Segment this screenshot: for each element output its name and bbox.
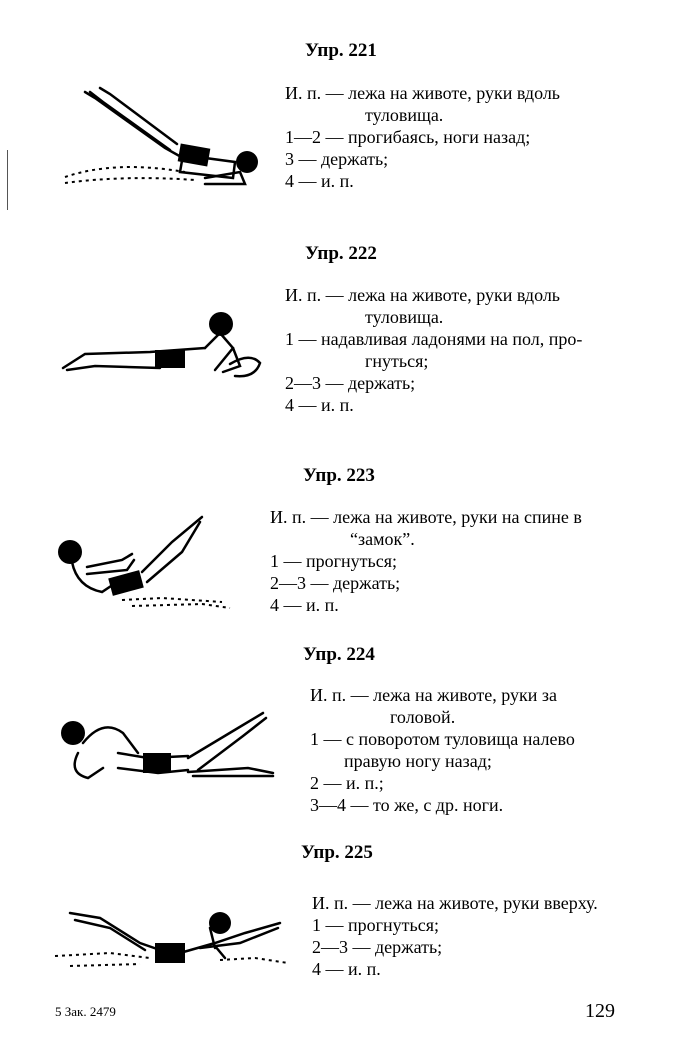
exercise-title-225: Упр. 225 [301,842,373,863]
description-line: правую ногу назад; [344,751,492,771]
description-line: 4 — и. п. [285,395,354,415]
description-line: 1 — надавливая ладонями на пол, про- [285,329,583,349]
description-line: 1—2 — прогибаясь, ноги назад; [285,127,531,147]
description-line: 1 — прогнуться; [312,915,439,935]
description-line: туловища. [365,307,444,327]
print-order-note: 5 Зак. 2479 [55,1004,116,1019]
description-line: 3 — держать; [285,149,389,169]
exercise-title-222: Упр. 222 [305,243,377,264]
description-line: И. п. — лежа на животе, руки на спине в [270,507,582,527]
exercise-description-222 [285,284,625,416]
description-line: И. п. — лежа на животе, руки вдоль [285,83,561,103]
exercise-title-223: Упр. 223 [303,465,375,486]
exercise-description-224 [310,684,622,816]
description-line: 1 — с поворотом туловища налево [310,729,575,749]
figure-prone-arched-up-icon [55,308,270,388]
description-line: 4 — и. п. [285,171,354,191]
margin-mark [7,150,8,210]
figure-prone-arms-legs-up-icon [50,898,295,978]
description-line: И. п. — лежа на животе, руки вдоль [285,285,561,305]
description-line: И. п. — лежа на животе, руки вверху. [312,893,598,913]
figure-prone-twist-leg-icon [48,698,278,788]
description-line: 1 — прогнуться; [270,551,397,571]
exercise-description-223 [270,506,630,616]
description-line: головой. [390,707,456,727]
figure-prone-legs-raised-icon [55,80,270,190]
exercise-description-225 [312,892,632,980]
exercise-title-221: Упр. 221 [305,40,377,61]
description-line: гнуться; [365,351,429,371]
description-line: 4 — и. п. [312,959,381,979]
page-number: 129 [585,1000,615,1022]
description-line: 4 — и. п. [270,595,339,615]
exercise-description-221 [285,82,625,192]
description-line: 2 — и. п.; [310,773,384,793]
description-line: 2—3 — держать; [312,937,443,957]
description-line: “замок”. [350,529,415,549]
description-line: туловища. [365,105,444,125]
description-line: И. п. — лежа на животе, руки за [310,685,557,705]
figure-prone-boat-icon [52,512,237,612]
description-line: 2—3 — держать; [285,373,416,393]
description-line: 2—3 — держать; [270,573,401,593]
exercise-title-224: Упр. 224 [303,644,375,665]
description-line: 3—4 — то же, с др. ноги. [310,795,504,815]
